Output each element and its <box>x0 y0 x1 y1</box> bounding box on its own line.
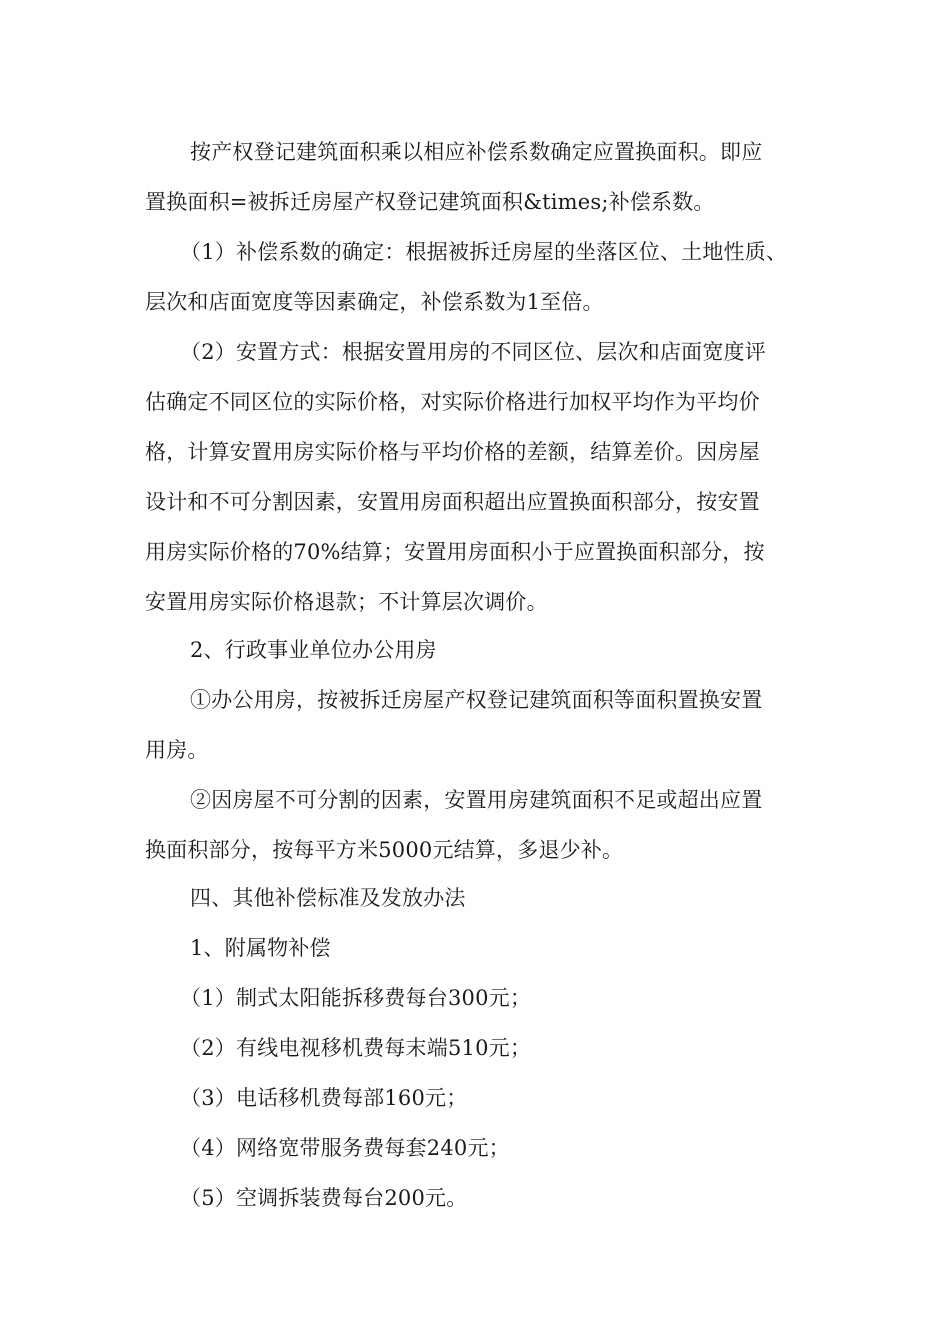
list-item-4: （4）网络宽带服务费每套240元； <box>180 1136 510 1160</box>
paragraph-line-7: 格，计算安置用房实际价格与平均价格的差额，结算差价。因房屋 <box>145 440 760 464</box>
paragraph-line-9: 用房实际价格的70%结算；安置用房面积小于应置换面积部分，按 <box>145 540 765 564</box>
paragraph-line-3: （1）补偿系数的确定：根据被拆迁房屋的坐落区位、土地性质、 <box>180 240 788 264</box>
paragraph-line-12: ①办公用房，按被拆迁房屋产权登记建筑面积等面积置换安置 <box>190 688 763 712</box>
paragraph-line-15: 换面积部分，按每平方米5000元结算，多退少补。 <box>145 838 624 862</box>
paragraph-line-14: ②因房屋不可分割的因素，安置用房建筑面积不足或超出应置 <box>190 788 763 812</box>
paragraph-line-4: 层次和店面宽度等因素确定，补偿系数为1至倍。 <box>145 290 604 314</box>
list-item-3: （3）电话移机费每部160元； <box>180 1086 468 1110</box>
list-item-1: （1）制式太阳能拆移费每台300元； <box>180 986 532 1010</box>
section-heading-four: 四、其他补偿标准及发放办法 <box>190 886 466 910</box>
section-heading-2: 2、行政事业单位办公用房 <box>190 638 437 662</box>
paragraph-line-10: 安置用房实际价格退款；不计算层次调价。 <box>145 590 548 614</box>
paragraph-line-6: 估确定不同区位的实际价格，对实际价格进行加权平均作为平均价 <box>145 390 760 414</box>
paragraph-line-2: 置换面积=被拆迁房屋产权登记建筑面积&times;补偿系数。 <box>145 190 715 214</box>
section-heading-1: 1、附属物补偿 <box>190 936 331 960</box>
paragraph-line-8: 设计和不可分割因素，安置用房面积超出应置换面积部分，按安置 <box>145 490 760 514</box>
paragraph-line-1: 按产权登记建筑面积乘以相应补偿系数确定应置换面积。即应 <box>190 140 763 164</box>
paragraph-line-5: （2）安置方式：根据安置用房的不同区位、层次和店面宽度评 <box>180 340 766 364</box>
list-item-2: （2）有线电视移机费每末端510元； <box>180 1036 532 1060</box>
paragraph-line-13: 用房。 <box>145 738 209 762</box>
list-item-5: （5）空调拆装费每台200元。 <box>180 1186 468 1210</box>
